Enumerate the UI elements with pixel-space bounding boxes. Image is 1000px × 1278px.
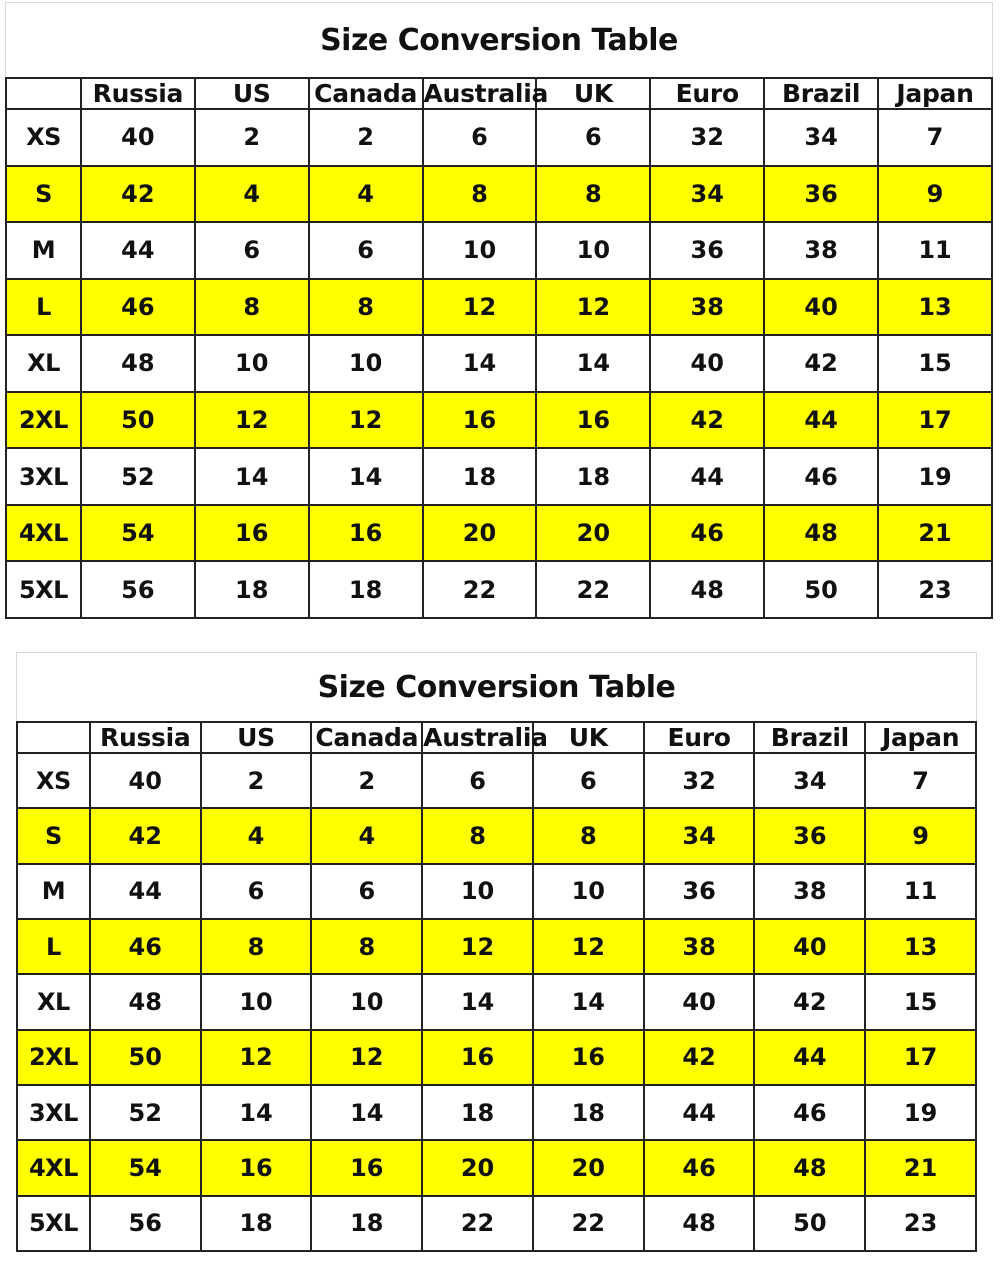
size-label: 4XL (6, 505, 81, 562)
size-conversion-table (5, 77, 993, 619)
size-value: 46 (81, 279, 195, 336)
size-value: 4 (195, 166, 309, 223)
size-value: 14 (195, 448, 309, 505)
size-value: 14 (309, 448, 423, 505)
size-value: 13 (865, 919, 976, 974)
table-row (17, 1140, 976, 1195)
size-value: 8 (201, 919, 312, 974)
size-value: 18 (536, 448, 650, 505)
size-value: 8 (423, 166, 537, 223)
size-value: 42 (81, 166, 195, 223)
table-row (6, 392, 992, 449)
size-value: 4 (201, 808, 312, 863)
table-row (17, 808, 976, 863)
size-value: 20 (536, 505, 650, 562)
table-row (6, 166, 992, 223)
size-value: 19 (878, 448, 992, 505)
size-value: 22 (536, 561, 650, 618)
table-row (6, 448, 992, 505)
size-value: 16 (195, 505, 309, 562)
size-label: 3XL (6, 448, 81, 505)
column-header: Australia (423, 79, 549, 108)
size-value: 40 (764, 279, 878, 336)
size-value: 22 (422, 1196, 533, 1251)
size-value: 21 (878, 505, 992, 562)
size-value: 7 (878, 109, 992, 166)
size-label: 2XL (17, 1030, 90, 1085)
size-value: 14 (422, 974, 533, 1029)
size-value: 48 (81, 335, 195, 392)
size-label: 5XL (17, 1196, 90, 1251)
size-value: 40 (90, 753, 201, 808)
size-label: L (17, 919, 90, 974)
size-value: 36 (650, 222, 764, 279)
size-value: 14 (311, 1085, 422, 1140)
size-value: 38 (764, 222, 878, 279)
size-value: 16 (536, 392, 650, 449)
size-value: 8 (311, 919, 422, 974)
size-value: 12 (309, 392, 423, 449)
table-row (6, 279, 992, 336)
size-value: 9 (865, 808, 976, 863)
size-value: 10 (201, 974, 312, 1029)
size-value: 22 (423, 561, 537, 618)
size-value: 8 (422, 808, 533, 863)
table-row (6, 505, 992, 562)
size-value: 42 (754, 974, 865, 1029)
size-value: 12 (422, 919, 533, 974)
size-value: 6 (422, 753, 533, 808)
size-conversion-block-2 (16, 652, 977, 1252)
column-header: US (195, 78, 309, 109)
size-label: XS (17, 753, 90, 808)
size-label: 2XL (6, 392, 81, 449)
size-value: 10 (309, 335, 423, 392)
size-value: 10 (533, 864, 644, 919)
size-value: 19 (865, 1085, 976, 1140)
column-header: Euro (650, 78, 764, 109)
size-value: 38 (644, 919, 755, 974)
size-value: 54 (81, 505, 195, 562)
size-value: 46 (644, 1140, 755, 1195)
size-value: 34 (764, 109, 878, 166)
size-value: 48 (754, 1140, 865, 1195)
size-label: 5XL (6, 561, 81, 618)
size-value: 46 (754, 1085, 865, 1140)
table-row (17, 1196, 976, 1251)
column-header: Euro (644, 722, 755, 753)
size-value: 52 (81, 448, 195, 505)
size-value: 17 (865, 1030, 976, 1085)
size-value: 18 (201, 1196, 312, 1251)
size-value: 10 (311, 974, 422, 1029)
size-value: 23 (865, 1196, 976, 1251)
size-value: 44 (754, 1030, 865, 1085)
size-value: 16 (533, 1030, 644, 1085)
size-value: 2 (201, 753, 312, 808)
size-value: 12 (423, 279, 537, 336)
size-value: 50 (90, 1030, 201, 1085)
column-header: Russia (90, 722, 201, 753)
size-value: 56 (90, 1196, 201, 1251)
column-header: Canada (309, 78, 423, 109)
size-label: 4XL (17, 1140, 90, 1195)
column-header: UK (536, 78, 650, 109)
size-value: 10 (195, 335, 309, 392)
size-value: 32 (650, 109, 764, 166)
size-value: 46 (90, 919, 201, 974)
size-value: 23 (878, 561, 992, 618)
size-value: 44 (90, 864, 201, 919)
size-value: 8 (309, 279, 423, 336)
size-label: M (17, 864, 90, 919)
size-value: 6 (195, 222, 309, 279)
size-value: 8 (195, 279, 309, 336)
size-value: 4 (311, 808, 422, 863)
size-value: 20 (423, 505, 537, 562)
size-value: 38 (650, 279, 764, 336)
size-value: 14 (423, 335, 537, 392)
size-value: 50 (764, 561, 878, 618)
size-value: 46 (650, 505, 764, 562)
size-value: 42 (644, 1030, 755, 1085)
size-value: 6 (533, 753, 644, 808)
column-header: US (201, 722, 312, 753)
corner-cell (6, 78, 81, 109)
size-value: 7 (865, 753, 976, 808)
size-value: 2 (195, 109, 309, 166)
size-value: 54 (90, 1140, 201, 1195)
table-row (17, 919, 976, 974)
size-value: 18 (423, 448, 537, 505)
size-value: 48 (764, 505, 878, 562)
size-value: 15 (878, 335, 992, 392)
size-label: S (6, 166, 81, 223)
size-value: 18 (309, 561, 423, 618)
column-header: Japan (878, 78, 992, 109)
size-value: 32 (644, 753, 755, 808)
size-value: 42 (764, 335, 878, 392)
size-conversion-block-1 (5, 2, 993, 619)
size-label: L (6, 279, 81, 336)
size-value: 42 (90, 808, 201, 863)
corner-cell (17, 722, 90, 753)
column-header: UK (533, 722, 644, 753)
size-value: 22 (533, 1196, 644, 1251)
size-value: 6 (309, 222, 423, 279)
size-value: 6 (536, 109, 650, 166)
table-row (6, 561, 992, 618)
size-value: 16 (201, 1140, 312, 1195)
size-value: 12 (201, 1030, 312, 1085)
size-value: 21 (865, 1140, 976, 1195)
size-value: 44 (764, 392, 878, 449)
size-value: 10 (423, 222, 537, 279)
table-row (6, 222, 992, 279)
size-label: XL (6, 335, 81, 392)
size-value: 34 (650, 166, 764, 223)
size-value: 10 (536, 222, 650, 279)
size-value: 34 (644, 808, 755, 863)
size-value: 12 (536, 279, 650, 336)
size-value: 36 (754, 808, 865, 863)
size-label: XL (17, 974, 90, 1029)
size-value: 6 (423, 109, 537, 166)
column-header: Brazil (754, 722, 865, 753)
size-value: 34 (754, 753, 865, 808)
column-header: Japan (865, 722, 976, 753)
size-value: 36 (764, 166, 878, 223)
table-row (6, 109, 992, 166)
size-value: 13 (878, 279, 992, 336)
size-value: 18 (311, 1196, 422, 1251)
table-row (17, 864, 976, 919)
table-title: Size Conversion Table (16, 652, 977, 721)
size-value: 40 (650, 335, 764, 392)
size-value: 2 (311, 753, 422, 808)
size-value: 56 (81, 561, 195, 618)
size-value: 2 (309, 109, 423, 166)
size-value: 11 (865, 864, 976, 919)
size-value: 18 (195, 561, 309, 618)
size-value: 50 (754, 1196, 865, 1251)
size-label: 3XL (17, 1085, 90, 1140)
size-value: 46 (764, 448, 878, 505)
size-value: 48 (644, 1196, 755, 1251)
size-value: 6 (201, 864, 312, 919)
column-header: Canada (311, 722, 422, 753)
table-row (17, 753, 976, 808)
size-value: 16 (311, 1140, 422, 1195)
size-value: 16 (422, 1030, 533, 1085)
column-header: Brazil (764, 78, 878, 109)
size-value: 11 (878, 222, 992, 279)
column-header: Australia (423, 723, 548, 752)
size-value: 44 (650, 448, 764, 505)
table-row (17, 974, 976, 1029)
header-row (17, 722, 976, 753)
table-title: Size Conversion Table (5, 2, 993, 77)
header-row (6, 78, 992, 109)
size-value: 52 (90, 1085, 201, 1140)
size-value: 12 (311, 1030, 422, 1085)
size-value: 18 (533, 1085, 644, 1140)
size-value: 9 (878, 166, 992, 223)
column-header: Russia (81, 78, 195, 109)
size-value: 10 (422, 864, 533, 919)
size-value: 18 (422, 1085, 533, 1140)
size-value: 20 (422, 1140, 533, 1195)
size-value: 16 (423, 392, 537, 449)
size-value: 8 (536, 166, 650, 223)
size-label: M (6, 222, 81, 279)
size-value: 16 (309, 505, 423, 562)
table-row (17, 1085, 976, 1140)
size-value: 4 (309, 166, 423, 223)
table-row (17, 1030, 976, 1085)
size-value: 12 (195, 392, 309, 449)
size-value: 14 (533, 974, 644, 1029)
size-value: 8 (533, 808, 644, 863)
size-label: XS (6, 109, 81, 166)
size-value: 40 (81, 109, 195, 166)
size-value: 42 (650, 392, 764, 449)
size-value: 50 (81, 392, 195, 449)
size-value: 44 (644, 1085, 755, 1140)
size-value: 17 (878, 392, 992, 449)
size-value: 48 (90, 974, 201, 1029)
size-value: 38 (754, 864, 865, 919)
size-value: 40 (644, 974, 755, 1029)
size-value: 40 (754, 919, 865, 974)
size-label: S (17, 808, 90, 863)
size-value: 44 (81, 222, 195, 279)
size-conversion-table (16, 721, 977, 1252)
table-row (6, 335, 992, 392)
size-value: 12 (533, 919, 644, 974)
size-value: 48 (650, 561, 764, 618)
size-value: 36 (644, 864, 755, 919)
size-value: 14 (201, 1085, 312, 1140)
size-value: 20 (533, 1140, 644, 1195)
size-value: 6 (311, 864, 422, 919)
size-value: 15 (865, 974, 976, 1029)
size-value: 14 (536, 335, 650, 392)
